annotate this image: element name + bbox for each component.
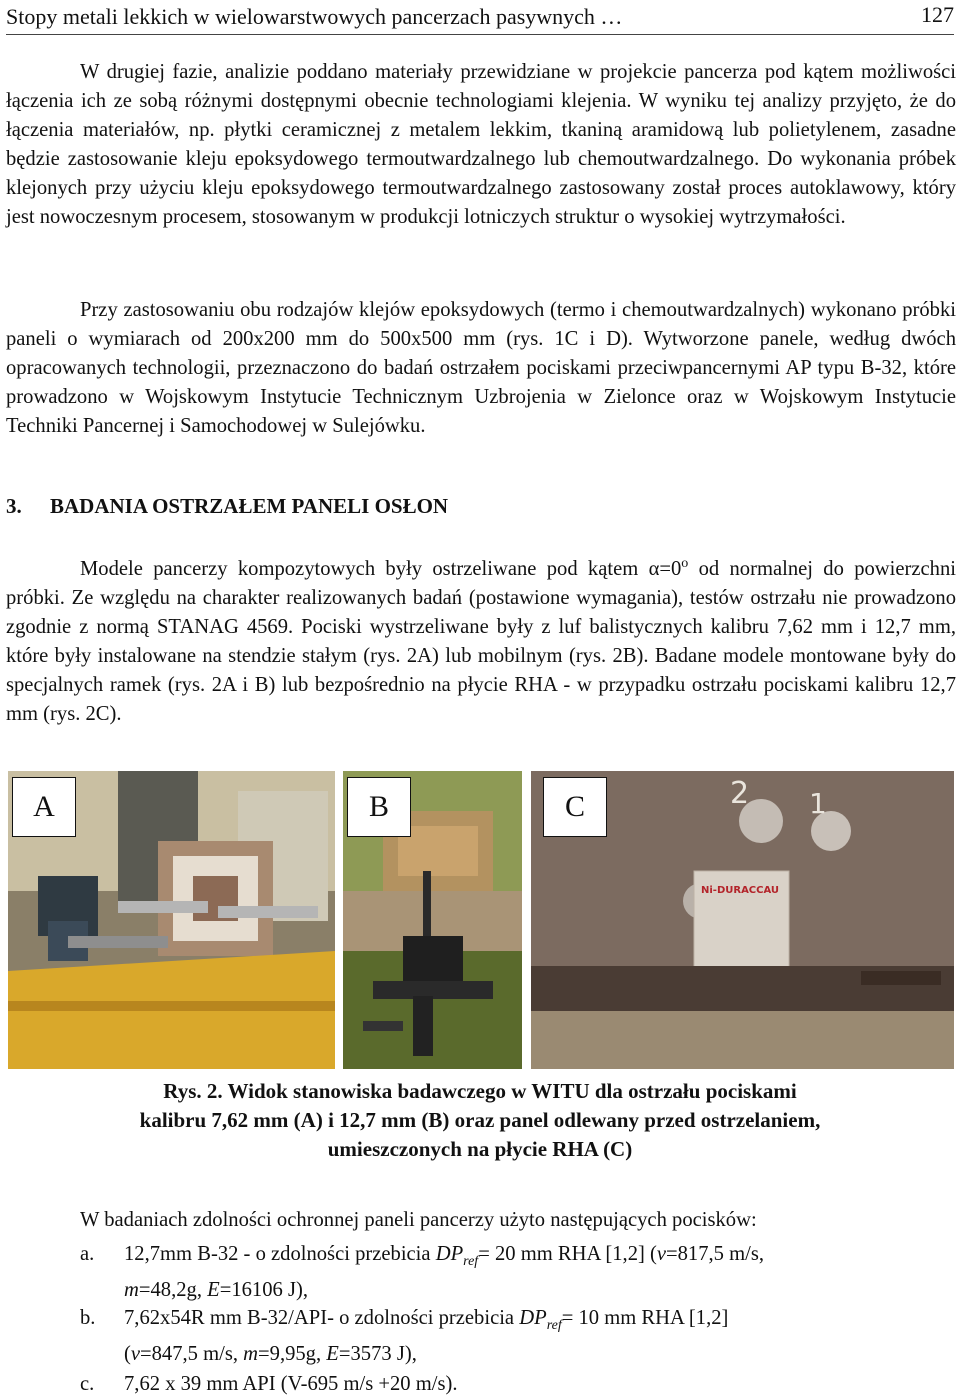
mass-symbol: m: [124, 1279, 139, 1302]
header-title: Stopy metali lekkich w wielowarstwowych pancerzach pasywnych …: [6, 4, 623, 29]
caption-line-2: kalibru 7,62 mm (A) i 12,7 mm (B) oraz panel odlewany przed ostrzelaniem,: [139, 1108, 821, 1132]
p3-after: od normalnej do powierzchni próbki. Ze względu na charakter realizowanych badań (postawione wymagania), testów ostrzału nie prowadzono zgodnie z normą STANAG 4569. Pociski wystrzeliwane były z luf balistycznych kalibru 7,62 mm i 12,7 mm, które były instalowane na stendzie stałym (rys. 2A) lub mobilnym (rys. 2B). Badane modele montowane były do specjalnych ramek (rys. 2A i B) lub bezpośrednio na płycie RHA - w przypadku ostrzału pociskami kalibru 12,7 mm (rys. 2C).: [6, 557, 956, 725]
page-number: 127: [921, 2, 954, 27]
list-a-part1: 12,7mm B-32 - o zdolności przebicia: [124, 1243, 436, 1265]
list-label-c: c.: [80, 1373, 95, 1395]
list-b-part4: =847,5 m/s,: [140, 1343, 244, 1366]
paragraph-adhesive-analysis: W drugiej fazie, analizie poddano materiały przewidziane w projekcie pancerza pod kątem możliwości łączenia ich ze sobą różnymi dostępnymi obecnie technologiami klejenia. W wyniku tej analizy przyjęto, że do łączenia materiałów, np. płytki ceramicznej z metalem lekkim, tkaniną aramidową lub polietylenem, zasadne będzie zastosowanie kleju epoksydowego termoutwardzalnego lub chemoutwardzalnego. Do wykonania próbek klejonych przy użyciu kleju epoksydowego termoutwardzalnego zastosowany został proces autoklawowy, który jest nowoczesnym procesem, stosowanym w produkcji lotniczych struktur o wysokiej wytrzymałości.: [6, 61, 956, 228]
list-b-part5: =9,95g,: [258, 1343, 327, 1366]
section-heading: [6, 494, 448, 519]
list-b-part6: =3573 J),: [338, 1343, 417, 1366]
list-b-part1: 7,62x54R mm B-32/API- o zdolności przebicia: [124, 1307, 520, 1329]
list-a-part3: =817,5 m/s,: [666, 1243, 765, 1265]
velocity-symbol: v: [130, 1343, 140, 1366]
panel-label-a: A: [12, 777, 76, 837]
list-b-part2: = 10 mm RHA [1,2]: [561, 1307, 729, 1329]
running-header: [6, 2, 954, 35]
p3-before: Modele pancerzy kompozytowych były ostrzeliwane pod kątem: [80, 557, 649, 580]
list-a-part4: =48,2g,: [138, 1279, 208, 1302]
energy-symbol: E: [326, 1343, 339, 1366]
velocity-symbol: v: [656, 1243, 666, 1265]
list-a-part5: =16106 J),: [219, 1279, 308, 1302]
paragraph-projectiles-intro: W badaniach zdolności ochronnej paneli pancerzy użyto następujących pocisków:: [80, 1209, 757, 1231]
list-text-a: [124, 1240, 960, 1305]
caption-line-3: umieszczonych na płycie RHA (C): [327, 1137, 633, 1161]
list-label-b: b.: [80, 1307, 96, 1329]
ref-subscript: ref: [463, 1254, 479, 1270]
caption-line-1: Rys. 2. Widok stanowiska badawczego w WITU dla ostrzału pociskami: [163, 1079, 797, 1103]
dp-symbol: DP: [519, 1307, 547, 1329]
section-title: BADANIA OSTRZAŁEM PANELI OSŁON: [50, 494, 449, 518]
panel-label-c: C: [543, 777, 607, 837]
panel-label-b: B: [347, 777, 411, 837]
section-number: 3.: [6, 494, 22, 518]
list-b-part3: (: [124, 1343, 131, 1366]
dp-symbol: DP: [435, 1243, 464, 1265]
figure-2-photos: [0, 771, 960, 1071]
list-text-c: 7,62 x 39 mm API (V-695 m/s +20 m/s).: [124, 1373, 458, 1395]
plate-mark-1: 1: [809, 787, 827, 820]
paragraph-panel-samples: Przy zastosowaniu obu rodzajów klejów epoksydowych (termo i chemoutwardzalnych) wykonano próbki paneli o wymiarach od 200x200 mm do 500x500 mm (rys. 1C i D). Wytworzone panele, według dwóch opracowanych technologii, przeznaczono do badań ostrzałem pociskami przeciwpancernymi AP typu B-32, które prowadzono w Wojskowym Instytucie Technicznym Uzbrojenia w Zielonce oraz w Wojskowym Instytucie Techniki Pancernej i Samochodowej w Sulejówku.: [6, 299, 956, 437]
energy-symbol: E: [207, 1279, 220, 1302]
mass-symbol: m: [243, 1343, 259, 1366]
list-a-part2: = 20 mm RHA [1,2] (: [478, 1243, 657, 1265]
degree-sup: o: [681, 556, 689, 571]
paragraph-firing-tests: [6, 549, 956, 729]
alpha-angle: α=0: [648, 557, 682, 580]
ref-subscript: ref: [546, 1318, 562, 1334]
list-text-b: [124, 1304, 960, 1369]
plate-mark-2: 2: [730, 776, 750, 811]
figure-caption: [0, 1077, 960, 1164]
plate-label: Ni-DURACCAU: [701, 885, 780, 896]
list-label-a: a.: [80, 1243, 95, 1265]
